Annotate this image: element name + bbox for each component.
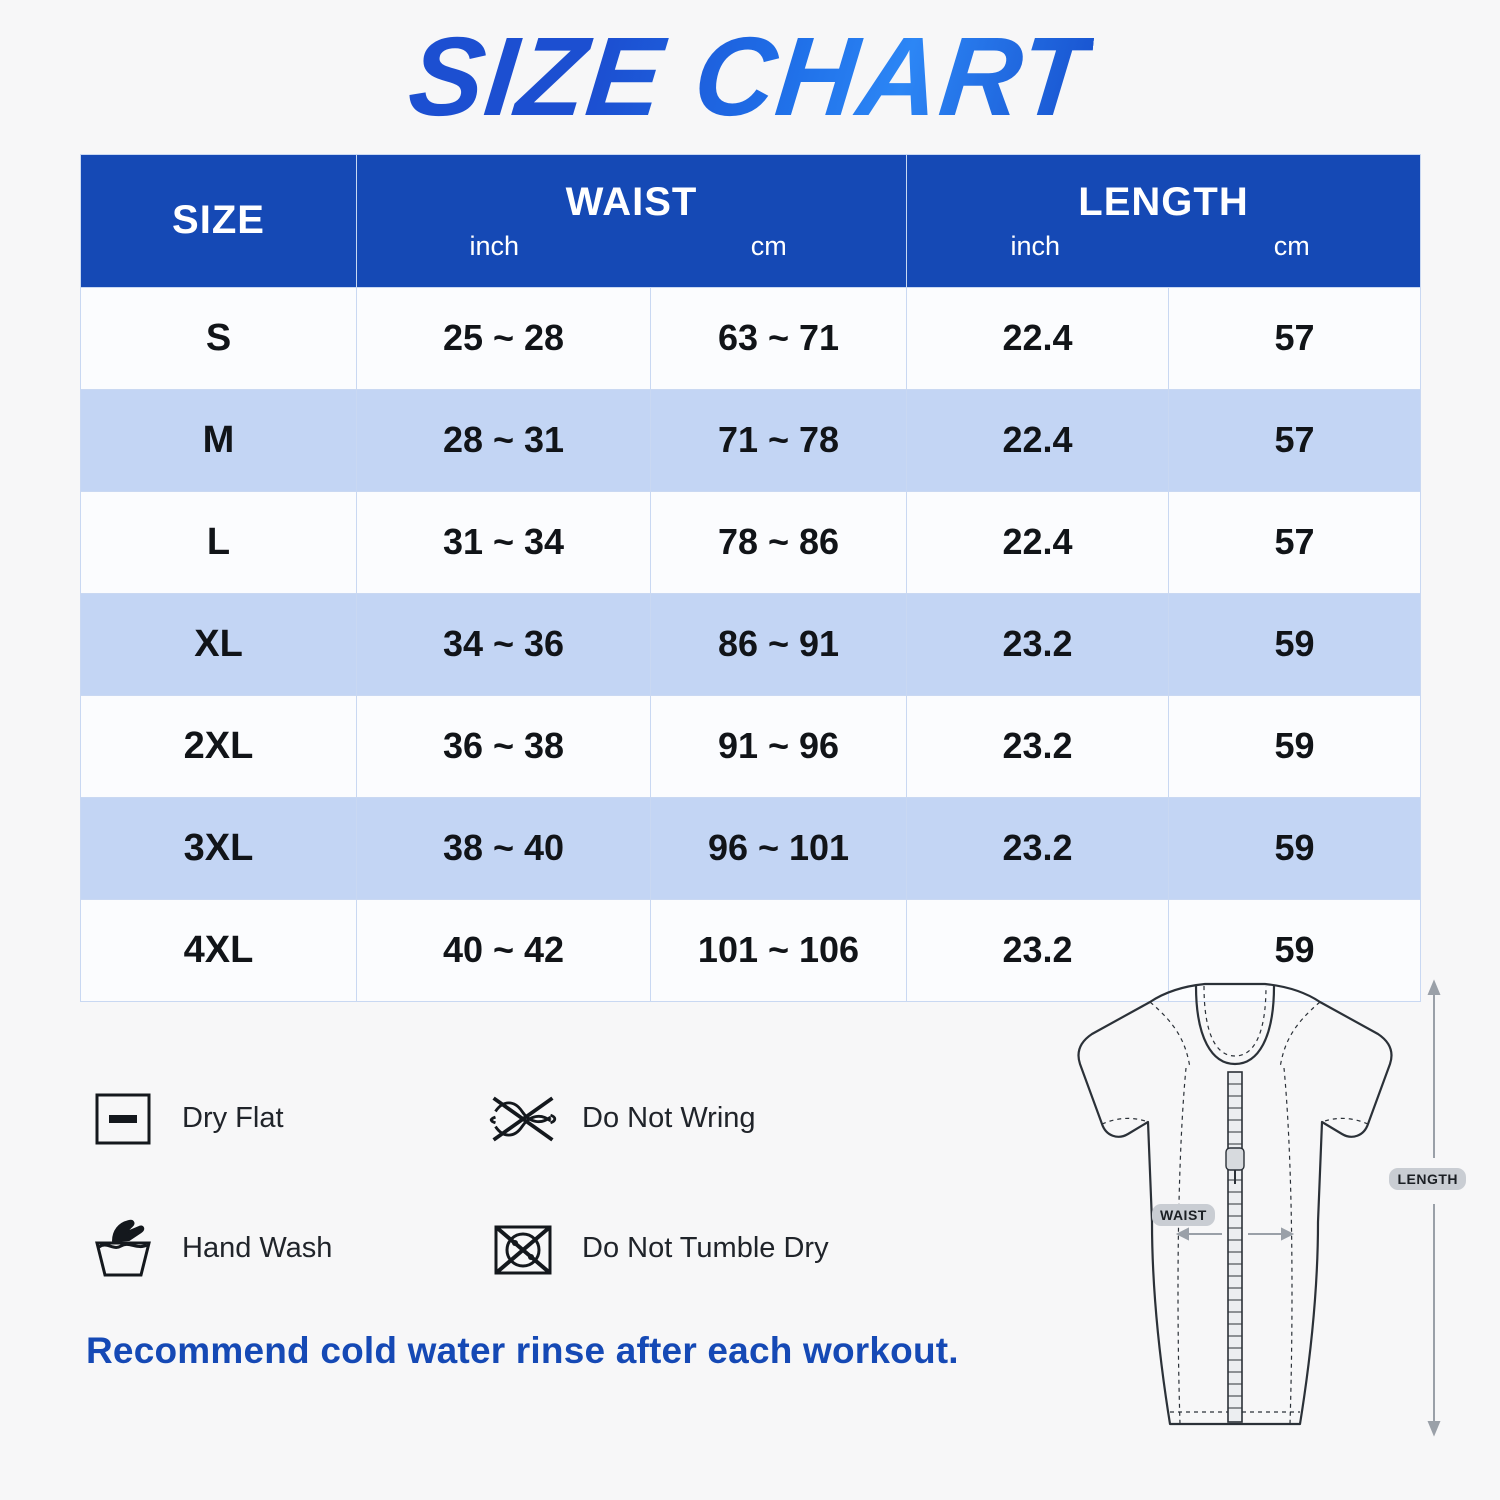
cell-size: M — [81, 389, 357, 491]
cell-length-cm: 57 — [1169, 287, 1421, 389]
cell-length-cm: 59 — [1169, 797, 1421, 899]
table-row — [81, 593, 1421, 695]
column-header-length-cm: cm — [1273, 230, 1310, 261]
do-not-tumble-dry-icon — [486, 1212, 560, 1286]
column-header-length-inch: inch — [1010, 230, 1061, 261]
cell-length-cm: 59 — [1169, 695, 1421, 797]
garment-diagram — [1000, 972, 1470, 1442]
column-header-waist-cm: cm — [750, 230, 787, 261]
hand-wash-icon — [86, 1212, 160, 1286]
cell-waist-inch: 25 ~ 28 — [357, 287, 651, 389]
cell-length-cm: 59 — [1169, 593, 1421, 695]
table-body — [81, 287, 1421, 1001]
length-measure-arrow — [1429, 982, 1439, 1434]
cell-waist-inch: 31 ~ 34 — [357, 491, 651, 593]
page-title-container — [0, 0, 1500, 139]
cell-size: 2XL — [81, 695, 357, 797]
cell-size: 3XL — [81, 797, 357, 899]
cell-size: L — [81, 491, 357, 593]
zipper-icon — [1226, 1072, 1244, 1422]
care-label-do-not-tumble-dry: Do Not Tumble Dry — [582, 1232, 829, 1265]
column-header-length-label: LENGTH — [1078, 179, 1249, 224]
page-title: SIZE CHART — [403, 14, 1097, 139]
cell-waist-cm: 71 ~ 78 — [651, 389, 907, 491]
care-label-do-not-wring: Do Not Wring — [582, 1102, 756, 1135]
cell-length-inch: 23.2 — [907, 695, 1169, 797]
column-header-length — [907, 154, 1421, 287]
care-icon-grid — [86, 1054, 986, 1314]
cell-waist-cm: 101 ~ 106 — [651, 899, 907, 1001]
cell-length-cm: 57 — [1169, 389, 1421, 491]
table-row — [81, 695, 1421, 797]
cell-waist-inch: 34 ~ 36 — [357, 593, 651, 695]
cell-length-cm: 59 — [1169, 899, 1421, 1001]
care-item-dry-flat — [86, 1082, 486, 1156]
care-note: Recommend cold water rinse after each workout. — [86, 1329, 959, 1371]
care-label-hand-wash: Hand Wash — [182, 1232, 333, 1265]
cell-waist-cm: 91 ~ 96 — [651, 695, 907, 797]
cell-waist-cm: 78 ~ 86 — [651, 491, 907, 593]
cell-length-inch: 22.4 — [907, 287, 1169, 389]
cell-waist-cm: 96 ~ 101 — [651, 797, 907, 899]
garment-illustration — [1000, 972, 1470, 1442]
table-row — [81, 491, 1421, 593]
care-instructions-section — [0, 1032, 1500, 1462]
column-header-waist-inch: inch — [469, 230, 520, 261]
cell-waist-inch: 38 ~ 40 — [357, 797, 651, 899]
do-not-wring-icon — [486, 1082, 560, 1156]
size-chart-table — [80, 154, 1421, 1002]
cell-size: XL — [81, 593, 357, 695]
cell-length-inch: 22.4 — [907, 389, 1169, 491]
length-measure-label: LENGTH — [1389, 1168, 1466, 1190]
dry-flat-icon — [86, 1082, 160, 1156]
table-row — [81, 389, 1421, 491]
cell-waist-inch: 28 ~ 31 — [357, 389, 651, 491]
table-row — [81, 287, 1421, 389]
cell-length-inch: 23.2 — [907, 593, 1169, 695]
size-chart-table-container — [80, 154, 1420, 1002]
cell-waist-cm: 63 ~ 71 — [651, 287, 907, 389]
table-header — [81, 154, 1421, 287]
cell-size: S — [81, 287, 357, 389]
column-header-waist-label: WAIST — [565, 179, 698, 224]
table-header-row — [81, 154, 1421, 287]
column-header-size: SIZE — [81, 154, 357, 287]
cell-size: 4XL — [81, 899, 357, 1001]
care-item-hand-wash — [86, 1212, 486, 1286]
cell-waist-inch: 36 ~ 38 — [357, 695, 651, 797]
care-item-do-not-wring — [486, 1082, 946, 1156]
cell-length-cm: 57 — [1169, 491, 1421, 593]
care-item-do-not-tumble-dry — [486, 1212, 946, 1286]
cell-waist-cm: 86 ~ 91 — [651, 593, 907, 695]
table-row — [81, 797, 1421, 899]
column-header-waist — [357, 154, 907, 287]
care-label-dry-flat: Dry Flat — [182, 1102, 284, 1135]
cell-length-inch: 22.4 — [907, 491, 1169, 593]
cell-length-inch: 23.2 — [907, 797, 1169, 899]
cell-length-inch: 23.2 — [907, 899, 1169, 1001]
cell-waist-inch: 40 ~ 42 — [357, 899, 651, 1001]
waist-measure-label: WAIST — [1152, 1204, 1215, 1226]
